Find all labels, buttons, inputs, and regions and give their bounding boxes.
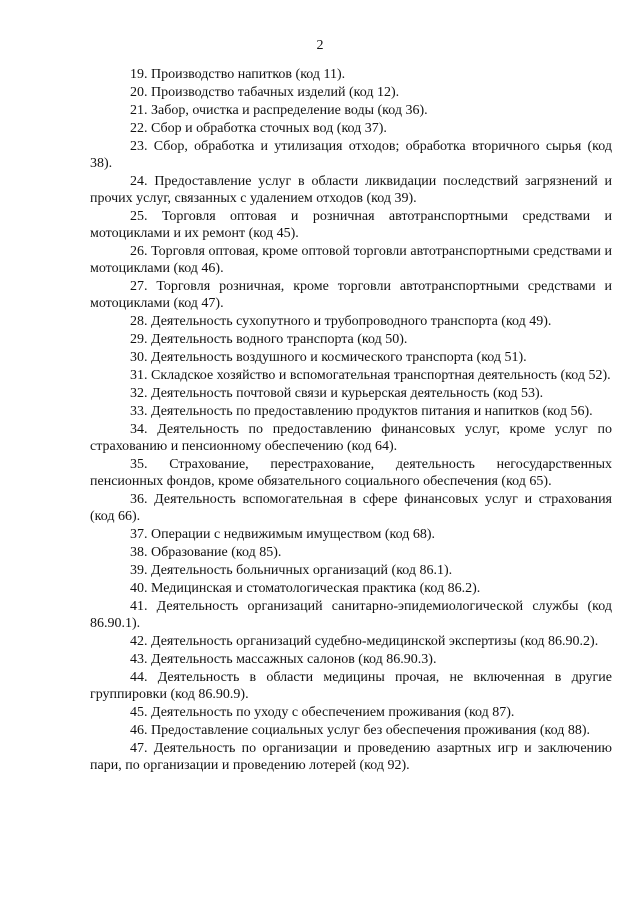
list-item: 41. Деятельность организаций санитарно-эпидемиологической службы (код 86.90.1). (90, 599, 612, 631)
list-item: 38. Образование (код 85). (130, 545, 282, 560)
list-item: 46. Предоставление социальных услуг без обеспечения проживания (код 88). (130, 723, 591, 738)
list-item: 20. Производство табачных изделий (код 12). (130, 85, 400, 100)
page-number: 2 (316, 38, 324, 53)
list-item: 44. Деятельность в области медицины прочая, не включенная в другие группировки (код 86.90.9). (90, 670, 612, 702)
list-item: 35. Страхование, перестрахование, деятельность негосударственных пенсионных фондов, кроме обязательного социального обеспечения (код 65). (90, 457, 612, 489)
list-item: 24. Предоставление услуг в области ликвидации последствий загрязнений и прочих услуг, связанных с удалением отходов (код 39). (90, 174, 612, 206)
list-item: 22. Сбор и обработка сточных вод (код 37). (130, 121, 387, 136)
list-item: 23. Сбор, обработка и утилизация отходов; обработка вторичного сырья (код 38). (90, 139, 612, 171)
list-item: 27. Торговля розничная, кроме торговли автотранспортными средствами и мотоциклами (код 47). (90, 279, 612, 311)
list-item: 36. Деятельность вспомогательная в сфере финансовых услуг и страхования (код 66). (90, 492, 612, 524)
list-item: 33. Деятельность по предоставлению продуктов питания и напитков (код 56). (130, 404, 593, 419)
list-item: 40. Медицинская и стоматологическая практика (код 86.2). (130, 581, 481, 596)
list-item: 19. Производство напитков (код 11). (130, 67, 346, 82)
list-item: 29. Деятельность водного транспорта (код 50). (130, 332, 408, 347)
list-item: 28. Деятельность сухопутного и трубопроводного транспорта (код 49). (130, 314, 552, 329)
list-item: 31. Складское хозяйство и вспомогательная транспортная деятельность (код 52). (130, 368, 611, 383)
list-item: 25. Торговля оптовая и розничная автотранспортными средствами и мотоциклами и их ремонт (код 45). (90, 209, 612, 241)
list-item: 42. Деятельность организаций судебно-медицинской экспертизы (код 86.90.2). (130, 634, 599, 649)
list-item: 43. Деятельность массажных салонов (код 86.90.3). (130, 652, 437, 667)
list-item: 37. Операции с недвижимым имуществом (код 68). (130, 527, 436, 542)
list-item: 21. Забор, очистка и распределение воды (код 36). (130, 103, 428, 118)
document-body (90, 66, 612, 775)
list-item: 47. Деятельность по организации и проведению азартных игр и заключению пари, по организации и проведению лотерей (код 92). (90, 741, 612, 773)
list-item: 32. Деятельность почтовой связи и курьерская деятельность (код 53). (130, 386, 544, 401)
list-item: 30. Деятельность воздушного и космического транспорта (код 51). (130, 350, 527, 365)
list-item: 26. Торговля оптовая, кроме оптовой торговли автотранспортными средствами и мотоциклами (код 46). (90, 244, 612, 276)
list-item: 34. Деятельность по предоставлению финансовых услуг, кроме услуг по страхованию и пенсионному обеспечению (код 64). (90, 422, 612, 454)
list-item: 45. Деятельность по уходу с обеспечением проживания (код 87). (130, 705, 515, 720)
list-item: 39. Деятельность больничных организаций (код 86.1). (130, 563, 453, 578)
